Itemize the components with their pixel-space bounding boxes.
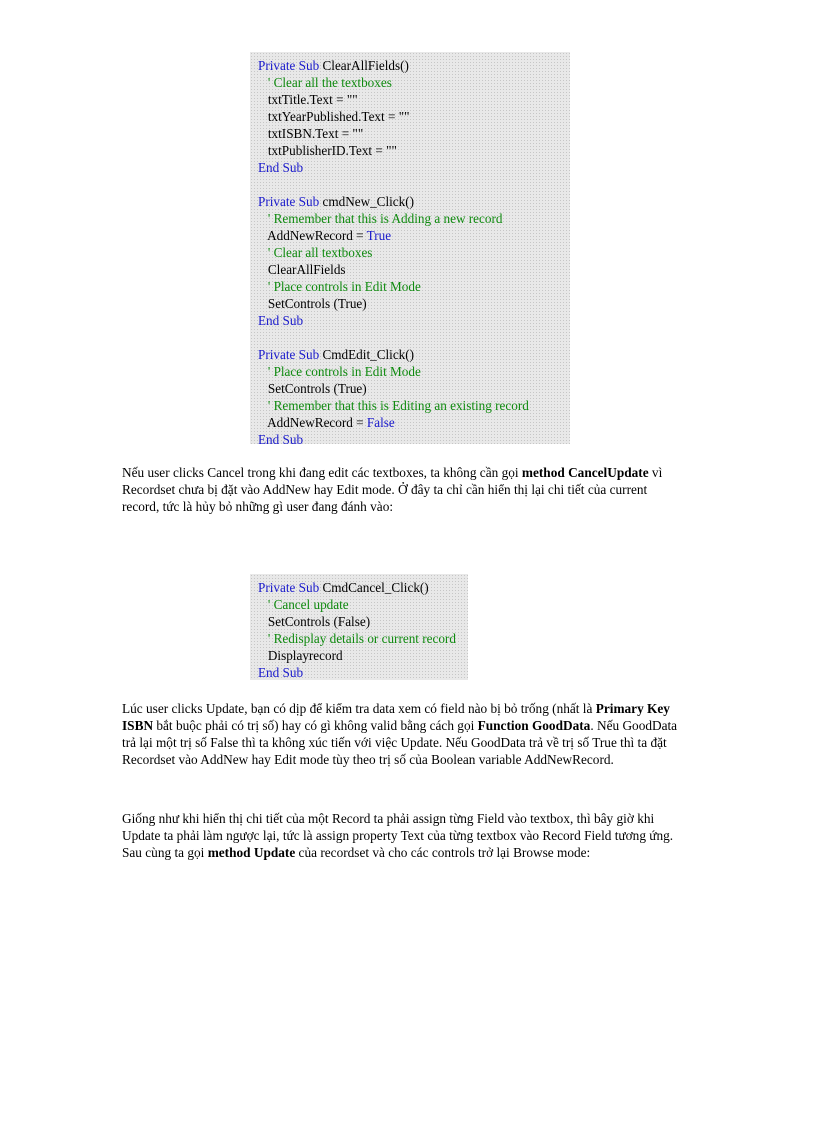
- paragraph-text: Nếu user clicks Cancel trong khi đang edit các textboxes, ta không cần gọi: [122, 465, 522, 480]
- code-comment: ' Remember that this is Adding a new record: [258, 211, 503, 226]
- code-blank-line: [258, 329, 562, 346]
- code-keyword: Private Sub: [258, 194, 320, 209]
- paragraph-cancel: [122, 464, 682, 515]
- code-block-clear-new-edit: [250, 52, 570, 447]
- code-line: SetControls (True): [258, 381, 367, 396]
- code-keyword: Private Sub: [258, 58, 320, 73]
- code-keyword: End Sub: [258, 313, 304, 328]
- paragraph-text: bắt buộc phải có trị số) hay có gì không valid bằng cách gọi: [153, 718, 478, 733]
- code-line: [258, 579, 460, 596]
- code-comment: ' Clear all the textboxes: [258, 75, 392, 90]
- code-line: SetControls (False): [258, 614, 371, 629]
- paragraph-assign: [122, 810, 682, 861]
- code-keyword: End Sub: [258, 432, 304, 447]
- code-keyword: True: [366, 228, 392, 243]
- code-line: [258, 57, 562, 74]
- code-comment: ' Clear all textboxes: [258, 245, 373, 260]
- code-keyword: Private Sub: [258, 580, 320, 595]
- code-line: Displayrecord: [258, 648, 343, 663]
- code-block-cancel: [250, 574, 468, 680]
- code-text: AddNewRecord =: [258, 415, 367, 430]
- code-keyword: Private Sub: [258, 347, 320, 362]
- code-line: txtISBN.Text = "": [258, 126, 364, 141]
- code-line: SetControls (True): [258, 296, 367, 311]
- bold-term: Primary Key ISBN: [122, 701, 670, 733]
- paragraph-text: vì Recordset chưa bị đặt vào AddNew hay Edit mode. Ở đây ta chỉ cần hiển thị lại chi tiết của current record, tức là hủy bỏ những gì user đang đánh vào:: [122, 465, 663, 514]
- bold-term: Function GoodData: [477, 718, 591, 733]
- code-keyword: End Sub: [258, 665, 304, 680]
- code-text: CmdCancel_Click(): [319, 580, 429, 595]
- code-line: [258, 414, 562, 431]
- bold-term: method CancelUpdate: [521, 465, 649, 480]
- code-comment: ' Remember that this is Editing an existing record: [258, 398, 529, 413]
- code-line: [258, 227, 562, 244]
- code-blank-line: [258, 176, 562, 193]
- paragraph-text: . Nếu GoodData trả lại một trị số False thì ta không xúc tiến với việc Update. Nếu GoodData trả về trị số True thì ta đặt Recordset vào AddNew hay Edit mode tùy theo trị số của Boolean variable AddNewRecord.: [122, 718, 678, 767]
- code-line: [258, 193, 562, 210]
- code-line: txtTitle.Text = "": [258, 92, 358, 107]
- code-comment: ' Cancel update: [258, 597, 349, 612]
- code-keyword: False: [366, 415, 395, 430]
- code-line: txtPublisherID.Text = "": [258, 143, 397, 158]
- code-comment: ' Redisplay details or current record: [258, 631, 456, 646]
- code-line: [258, 346, 562, 363]
- paragraph-text: Lúc user clicks Update, bạn có dịp để kiểm tra data xem có field nào bị bỏ trống (nhất là: [122, 701, 596, 716]
- code-text: CmdEdit_Click(): [319, 347, 415, 362]
- code-line: ClearAllFields: [258, 262, 346, 277]
- code-text: AddNewRecord =: [258, 228, 367, 243]
- code-comment: ' Place controls in Edit Mode: [258, 364, 421, 379]
- code-keyword: End Sub: [258, 160, 304, 175]
- paragraph-text: Giống như khi hiển thị chi tiết của một Record ta phải assign từng Field vào textbox, thì bây giờ khi Update ta phải làm ngược lại, tức là assign property Text của từng textbox vào Record Field tương ứng. Sau cùng ta gọi: [122, 811, 674, 860]
- code-line: txtYearPublished.Text = "": [258, 109, 410, 124]
- code-text: cmdNew_Click(): [319, 194, 415, 209]
- bold-term: method Update: [207, 845, 296, 860]
- code-comment: ' Place controls in Edit Mode: [258, 279, 421, 294]
- paragraph-update: [122, 700, 682, 768]
- paragraph-text: của recordset và cho các controls trở lại Browse mode:: [295, 845, 591, 860]
- code-text: ClearAllFields(): [319, 58, 409, 73]
